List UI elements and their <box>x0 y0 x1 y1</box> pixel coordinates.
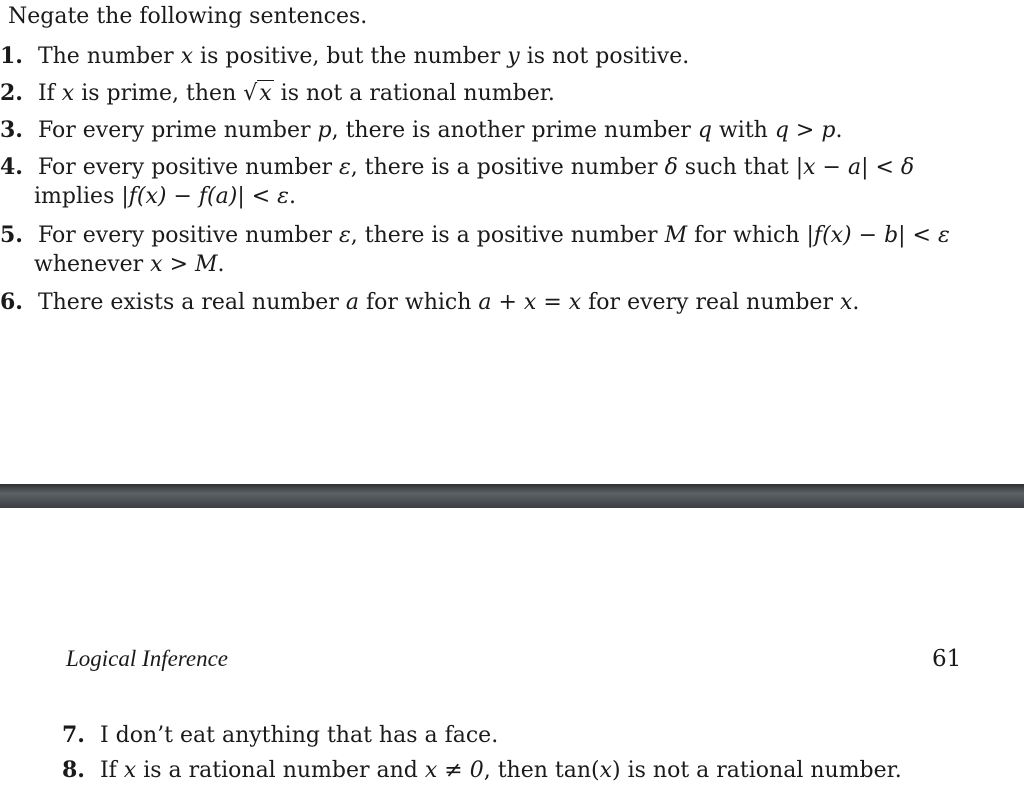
item-text: with <box>711 118 775 143</box>
item-number: 4. <box>0 154 23 180</box>
item-text: The number <box>37 44 181 69</box>
math: |f(x) − b| < ε <box>806 223 950 248</box>
item-number: 2. <box>0 80 23 106</box>
item-text: , there is a positive number <box>350 155 665 180</box>
item-text: such that <box>677 155 796 180</box>
math: q <box>697 118 712 143</box>
item-text: for which <box>358 290 479 315</box>
math: x > M <box>150 252 218 277</box>
item-text: If <box>37 81 62 106</box>
list-item <box>62 722 498 749</box>
item-text: I don’t eat anything that has a face. <box>99 723 499 748</box>
math: ε <box>338 223 351 248</box>
list-item <box>62 757 902 784</box>
math: y <box>507 44 520 69</box>
running-header-title: Logical Inference <box>66 646 229 671</box>
math: δ <box>664 155 678 180</box>
item-text: There exists a real number <box>37 290 346 315</box>
item-text: For every positive number <box>37 223 339 248</box>
item-text: ) is not a rational number. <box>612 758 902 783</box>
item-number: 1. <box>0 43 23 69</box>
item-text: is a rational number and <box>136 758 425 783</box>
item-number: 3. <box>0 117 23 143</box>
math: x <box>180 44 194 69</box>
math: a <box>345 290 359 315</box>
sqrt-symbol <box>243 80 273 107</box>
item-number: 8. <box>62 757 85 783</box>
item-text: is not positive. <box>519 44 690 69</box>
list-item <box>0 43 689 70</box>
item-text: is positive, but the number <box>193 44 508 69</box>
item-text: , then tan( <box>483 758 600 783</box>
item-text: If <box>99 758 124 783</box>
list-item <box>0 222 950 249</box>
item-text: for every real number <box>581 290 840 315</box>
math: x <box>259 81 272 106</box>
list-item-continuation <box>34 184 296 210</box>
item-text: whenever <box>34 252 151 277</box>
math: |x − a| < δ <box>795 155 915 180</box>
item-text: . <box>835 118 843 143</box>
math: x <box>839 290 853 315</box>
item-text: implies <box>34 184 122 209</box>
item-text: For every prime number <box>37 118 318 143</box>
item-text: is not a rational number. <box>273 81 555 106</box>
math: M <box>664 223 688 248</box>
page-divider <box>0 484 1024 508</box>
item-text: for which <box>687 223 807 248</box>
math: p <box>317 118 332 143</box>
item-text: , there is a positive number <box>350 223 665 248</box>
heading: Negate the following sentences. <box>8 4 368 29</box>
list-item <box>0 117 842 144</box>
radical-sign: √ <box>243 81 258 106</box>
math: q > p <box>774 118 836 143</box>
item-number: 5. <box>0 222 23 248</box>
list-item <box>0 80 555 107</box>
page-number: 61 <box>932 646 962 672</box>
math: a + x = x <box>478 290 582 315</box>
item-number: 6. <box>0 289 23 315</box>
math: x <box>123 758 137 783</box>
list-item-continuation <box>34 252 225 278</box>
item-text: is prime, then <box>74 81 244 106</box>
item-text: , there is another prime number <box>331 118 698 143</box>
item-text: . <box>217 252 225 277</box>
math: x <box>61 81 75 106</box>
item-text: . <box>852 290 860 315</box>
list-item <box>0 289 859 316</box>
math: |f(x) − f(a)| < ε <box>121 184 289 209</box>
item-number: 7. <box>62 722 85 748</box>
math: x ≠ 0 <box>424 758 484 783</box>
math: ε <box>338 155 351 180</box>
item-text: For every positive number <box>37 155 339 180</box>
list-item <box>0 154 914 181</box>
math: x <box>599 758 613 783</box>
item-text: . <box>288 184 296 209</box>
